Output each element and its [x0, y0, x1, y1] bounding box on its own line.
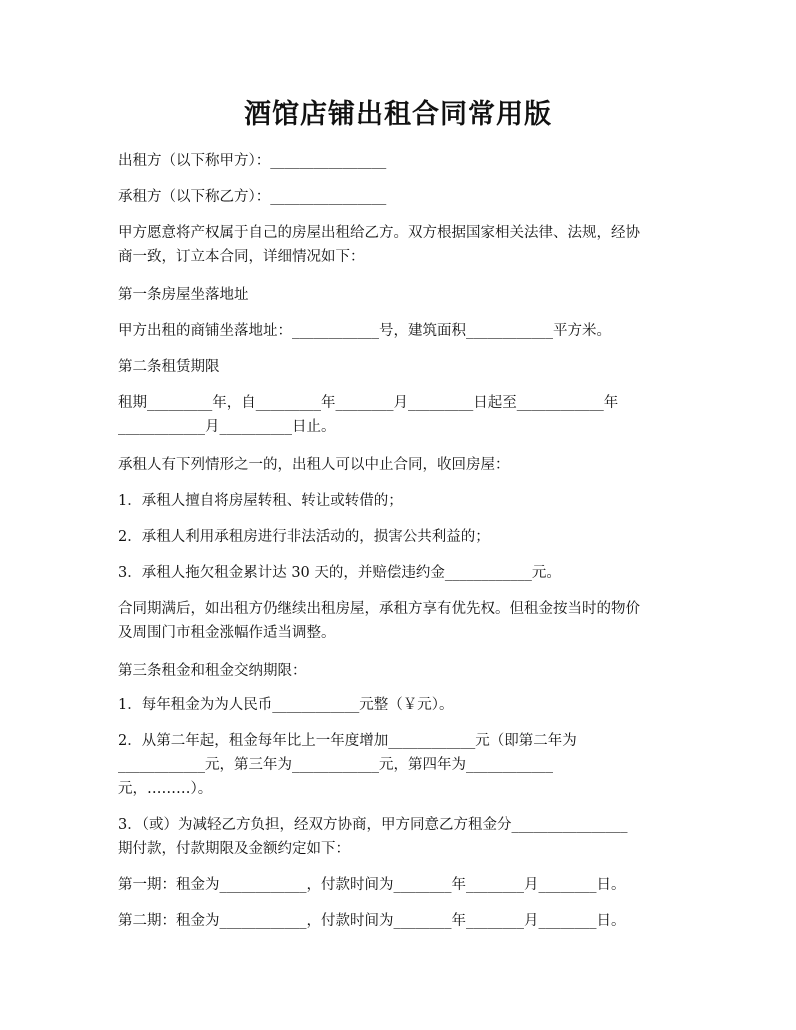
term-line-2: ____________月__________日止。 — [118, 419, 336, 435]
lessee-line: 承租方（以下称乙方）：________________ — [118, 189, 387, 205]
rent-item-1: 1．每年租金为为人民币____________元整（￥元）。 — [118, 697, 454, 713]
renewal-line-1: 合同期满后，如出租方仍继续出租房屋，承租方享有优先权。但租金按当时的物价 — [118, 601, 640, 617]
termination-intro: 承租人有下列情形之一的，出租人可以中止合同，收回房屋： — [118, 457, 510, 473]
intro-line-1: 甲方愿意将产权属于自己的房屋出租给乙方。双方根据国家相关法律、法规，经协 — [118, 225, 640, 241]
rent-item-3-line-1: 3．（或）为减轻乙方负担，经双方协商，甲方同意乙方租金分________________ — [118, 817, 628, 833]
rent-item-3-line-2: 期付款，付款期限及金额约定如下： — [118, 841, 350, 857]
installment-2: 第二期：租金为____________，付款时间为________年________月________日。 — [118, 913, 626, 929]
rent-item-2-line-2: ____________元，第三年为____________元，第四年为____________ — [118, 757, 553, 773]
article-2-heading: 第二条租赁期限 — [118, 359, 220, 375]
term-line-1: 租期_________年，自_________年________月_________日起至____________年 — [118, 395, 619, 411]
address-line: 甲方出租的商铺坐落地址：____________号，建筑面积____________平方米。 — [118, 323, 611, 339]
rent-item-2-line-1: 2．从第二年起，租金每年比上一年度增加____________元（即第二年为 — [118, 733, 577, 749]
renewal-line-2: 及周围门市租金涨幅作适当调整。 — [118, 625, 336, 641]
intro-line-2: 商一致，订立本合同，详细情况如下： — [118, 249, 365, 265]
document-title: 酒馆店铺出租合同常用版 — [244, 99, 552, 130]
article-3-heading: 第三条租金和租金交纳期限： — [118, 663, 307, 679]
lessor-line: 出租方（以下称甲方）：________________ — [118, 153, 387, 169]
article-1-heading: 第一条房屋坐落地址 — [118, 287, 249, 303]
installment-1: 第一期：租金为____________，付款时间为________年________月________日。 — [118, 877, 626, 893]
termination-item-2: 2．承租人利用承租房进行非法活动的，损害公共利益的； — [118, 529, 490, 545]
termination-item-3: 3．承租人拖欠租金累计达 30 天的，并赔偿违约金____________元。 — [118, 565, 561, 581]
termination-item-1: 1．承租人擅自将房屋转租、转让或转借的； — [118, 493, 403, 509]
rent-item-2-line-3: 元，………）。 — [118, 781, 213, 797]
